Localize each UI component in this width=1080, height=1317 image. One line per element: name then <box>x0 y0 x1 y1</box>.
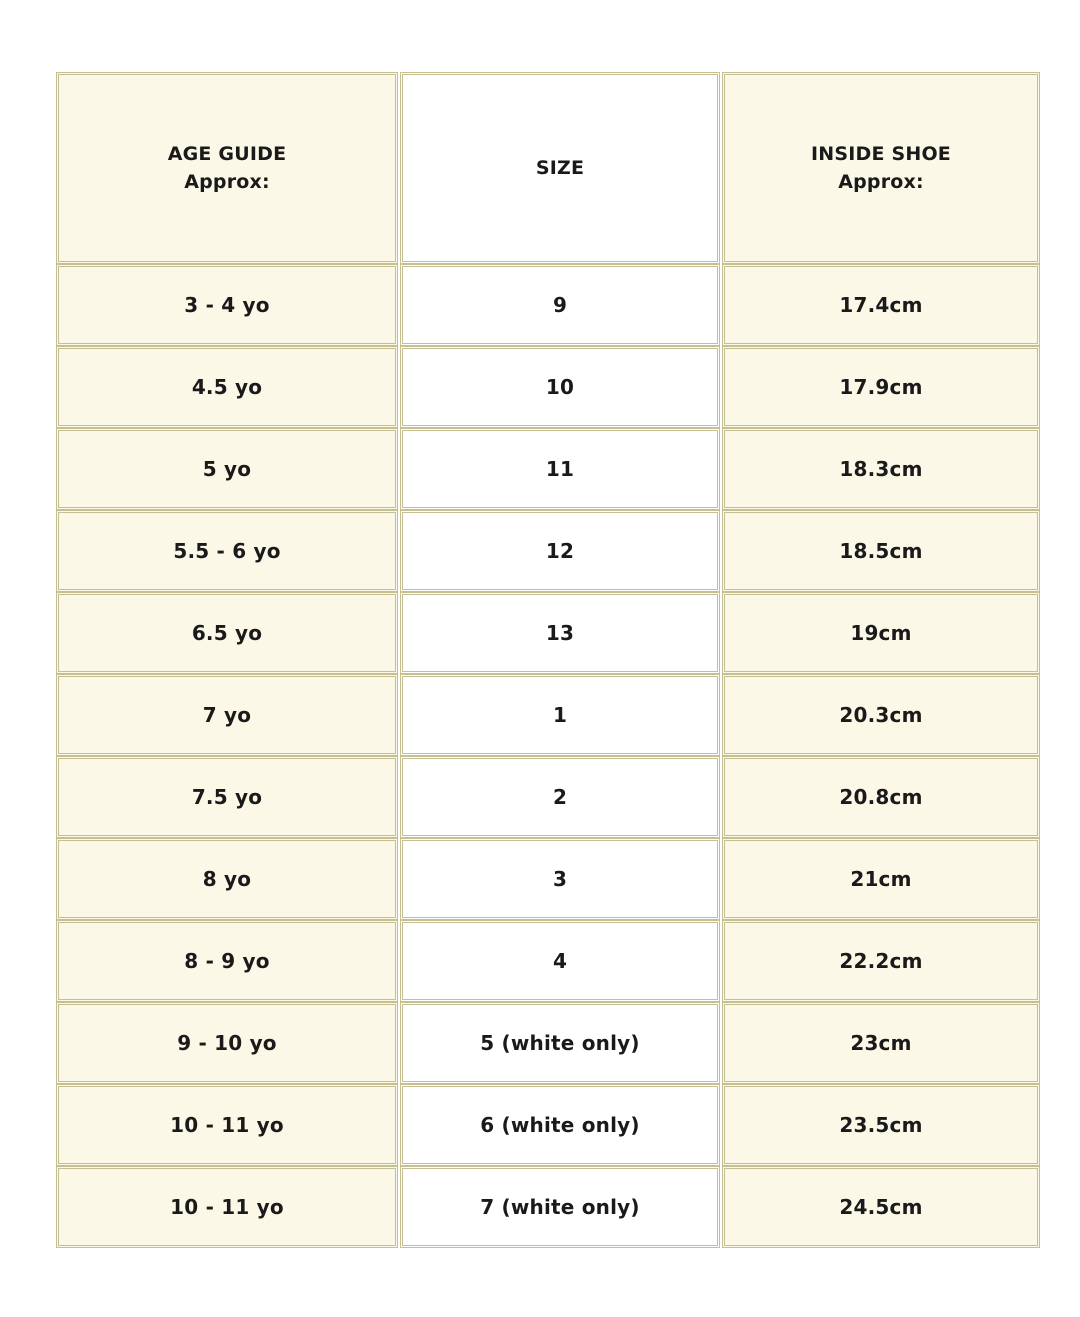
age-cell-text: 6.5 yo <box>191 621 263 645</box>
age-cell-text: 4.5 yo <box>191 375 263 399</box>
age-cell-text: 9 - 10 yo <box>177 1031 277 1055</box>
header-inside-shoe <box>722 72 1040 264</box>
header-inside-shoe-title: INSIDE SHOE <box>810 143 951 165</box>
age-cell-text: 7 yo <box>202 703 252 727</box>
inside-shoe-cell <box>722 428 1040 510</box>
age-cell <box>56 510 398 592</box>
size-cell <box>400 920 720 1002</box>
size-cell-text: 11 <box>545 457 575 481</box>
inside-shoe-cell <box>722 674 1040 756</box>
size-cell-text: 2 <box>552 785 568 809</box>
size-cell-text: 3 <box>552 867 568 891</box>
size-cell <box>400 1166 720 1248</box>
header-size-title: SIZE <box>535 157 585 179</box>
age-cell-text: 8 yo <box>202 867 252 891</box>
size-cell <box>400 756 720 838</box>
age-cell-text: 3 - 4 yo <box>184 293 270 317</box>
size-cell <box>400 838 720 920</box>
inside-shoe-cell <box>722 1002 1040 1084</box>
inside-shoe-cell <box>722 346 1040 428</box>
size-cell-text: 9 <box>552 293 568 317</box>
inside-shoe-cell <box>722 756 1040 838</box>
size-cell <box>400 592 720 674</box>
inside-shoe-cell-text: 22.2cm <box>839 949 923 973</box>
inside-shoe-cell-text: 17.4cm <box>839 293 923 317</box>
age-cell <box>56 1002 398 1084</box>
header-size <box>400 72 720 264</box>
inside-shoe-cell-text: 18.3cm <box>839 457 923 481</box>
size-cell-text: 13 <box>545 621 575 645</box>
age-cell-text: 7.5 yo <box>191 785 263 809</box>
size-cell-text: 7 (white only) <box>480 1195 640 1219</box>
inside-shoe-cell <box>722 510 1040 592</box>
size-cell <box>400 264 720 346</box>
age-cell-text: 8 - 9 yo <box>184 949 270 973</box>
inside-shoe-cell-text: 21cm <box>850 867 912 891</box>
inside-shoe-cell <box>722 1166 1040 1248</box>
inside-shoe-cell-text: 20.8cm <box>839 785 923 809</box>
inside-shoe-cell <box>722 592 1040 674</box>
age-cell <box>56 428 398 510</box>
age-cell <box>56 1084 398 1166</box>
age-cell-text: 5.5 - 6 yo <box>173 539 281 563</box>
inside-shoe-cell <box>722 920 1040 1002</box>
size-chart-table <box>56 72 1038 1248</box>
size-cell <box>400 674 720 756</box>
size-cell <box>400 510 720 592</box>
inside-shoe-cell-text: 23cm <box>850 1031 912 1055</box>
age-cell-text: 5 yo <box>202 457 252 481</box>
inside-shoe-cell-text: 20.3cm <box>839 703 923 727</box>
age-cell <box>56 264 398 346</box>
header-age-guide <box>56 72 398 264</box>
age-cell <box>56 346 398 428</box>
inside-shoe-cell-text: 18.5cm <box>839 539 923 563</box>
age-cell-text: 10 - 11 yo <box>170 1113 284 1137</box>
size-cell-text: 10 <box>545 375 575 399</box>
age-cell <box>56 756 398 838</box>
header-age-guide-title: AGE GUIDE <box>167 143 287 165</box>
size-cell-text: 12 <box>545 539 575 563</box>
size-cell <box>400 1084 720 1166</box>
age-cell <box>56 1166 398 1248</box>
size-cell-text: 4 <box>552 949 568 973</box>
age-cell <box>56 920 398 1002</box>
age-cell-text: 10 - 11 yo <box>170 1195 284 1219</box>
size-cell-text: 5 (white only) <box>480 1031 640 1055</box>
age-cell <box>56 592 398 674</box>
age-cell <box>56 674 398 756</box>
age-cell <box>56 838 398 920</box>
inside-shoe-cell <box>722 838 1040 920</box>
inside-shoe-cell-text: 19cm <box>850 621 912 645</box>
inside-shoe-cell <box>722 1084 1040 1166</box>
size-cell <box>400 1002 720 1084</box>
header-age-guide-sub: Approx: <box>184 171 270 193</box>
inside-shoe-cell <box>722 264 1040 346</box>
size-cell <box>400 346 720 428</box>
size-cell <box>400 428 720 510</box>
header-inside-shoe-sub: Approx: <box>838 171 924 193</box>
inside-shoe-cell-text: 17.9cm <box>839 375 923 399</box>
inside-shoe-cell-text: 23.5cm <box>839 1113 923 1137</box>
inside-shoe-cell-text: 24.5cm <box>839 1195 923 1219</box>
size-cell-text: 6 (white only) <box>480 1113 640 1137</box>
size-cell-text: 1 <box>552 703 568 727</box>
